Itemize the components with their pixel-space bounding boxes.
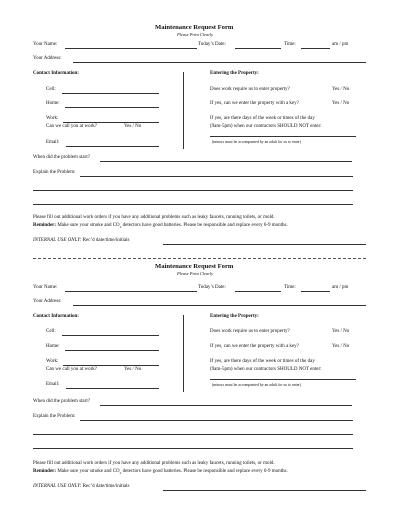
enter-with-key-question: If yes, can we enter the property with a key? <box>210 101 299 106</box>
reminder-text-b: detectors have good batteries. Please be responsible and replace every 6-9 months. <box>122 223 288 228</box>
your-name-field[interactable] <box>65 291 197 292</box>
reminder-label: Reminder: <box>33 469 57 474</box>
cell-field[interactable] <box>62 335 159 336</box>
call-at-work-yes-no[interactable]: Yes / No <box>124 367 142 372</box>
enter-with-key-yes-no[interactable]: Yes / No <box>332 101 350 106</box>
internal-use-label: INTERNAL USE ONLY <box>33 484 81 489</box>
entering-property-heading: Entering the Property: <box>210 314 259 319</box>
cell-field[interactable] <box>62 93 159 94</box>
enter-with-key-question: If yes, can we enter the property with a key? <box>210 344 299 349</box>
form-title: Maintenance Request Form <box>155 263 234 270</box>
reminder-label: Reminder: <box>33 223 57 228</box>
require-entry-question: Does work require us to enter property? <box>210 329 290 334</box>
your-address-label: Your Address: <box>33 299 62 304</box>
problem-start-label: When did the problem start? <box>33 155 90 160</box>
home-field[interactable] <box>65 350 159 351</box>
battery-reminder <box>33 223 288 229</box>
form-subtitle: Please Print Clearly <box>177 271 214 276</box>
additional-orders-note: Please fill out additional work orders if you have any additional problems such as leaky faucets, running toilets, or mold. <box>33 215 275 220</box>
your-name-field[interactable] <box>65 48 197 49</box>
battery-reminder <box>33 469 288 475</box>
reminder-subscript: 2 <box>119 471 122 475</box>
form-title: Maintenance Request Form <box>155 24 234 31</box>
your-address-label: Your Address: <box>33 56 62 61</box>
email-field[interactable] <box>66 146 159 147</box>
explain-problem-field-1[interactable] <box>80 176 353 177</box>
home-label: Home: <box>46 101 60 106</box>
work-field[interactable] <box>63 365 159 366</box>
minors-note: (minors must be accompanied by an adult for us to enter) <box>212 140 302 144</box>
am-pm-label: am / pm <box>332 42 349 47</box>
your-name-label: Your Name: <box>33 42 58 47</box>
column-divider <box>183 315 184 392</box>
cut-line <box>33 258 366 259</box>
todays-date-label: Today’s Date: <box>198 285 226 290</box>
entering-property-heading: Entering the Property: <box>210 71 259 76</box>
email-label: Email: <box>46 140 60 145</box>
reminder-text-a: Make sure your smoke and CO <box>57 469 120 474</box>
explain-problem-label: Explain the Problem: <box>33 414 76 419</box>
column-divider <box>183 72 184 149</box>
problem-start-label: When did the problem start? <box>33 399 90 404</box>
form-subtitle: Please Print Clearly <box>177 32 214 37</box>
require-entry-yes-no[interactable]: Yes / No <box>332 87 350 92</box>
internal-use-row <box>33 484 129 489</box>
cell-label: Cell: <box>46 87 56 92</box>
your-address-field[interactable] <box>73 62 366 63</box>
cell-label: Cell: <box>46 329 56 334</box>
restricted-times-line-2: (9am-5pm) when our contractors SHOULD NOT enter: <box>210 367 322 372</box>
internal-use-label: INTERNAL USE ONLY <box>33 238 81 243</box>
internal-use-field[interactable] <box>163 490 366 491</box>
contact-information-heading: Contact Information: <box>33 314 79 319</box>
restricted-times-field[interactable] <box>210 379 356 380</box>
your-address-field[interactable] <box>73 305 366 306</box>
time-field[interactable] <box>301 291 330 292</box>
internal-use-field[interactable] <box>163 244 366 245</box>
todays-date-field[interactable] <box>235 48 281 49</box>
reminder-text-a: Make sure your smoke and CO <box>57 223 120 228</box>
explain-problem-label: Explain the Problem: <box>33 170 76 175</box>
problem-start-field[interactable] <box>100 161 352 162</box>
email-label: Email: <box>46 382 60 387</box>
time-label: Time: <box>284 42 296 47</box>
email-field[interactable] <box>66 388 159 389</box>
require-entry-question: Does work require us to enter property? <box>210 87 290 92</box>
restricted-times-line-2: (9am-5pm) when our contractors SHOULD NOT enter: <box>210 124 322 129</box>
call-at-work-yes-no[interactable]: Yes / No <box>124 124 142 129</box>
contact-information-heading: Contact Information: <box>33 71 79 76</box>
restricted-times-line-1: If yes, are there days of the week or times of the day <box>210 116 315 121</box>
your-name-label: Your Name: <box>33 285 58 290</box>
internal-use-text: : Rec’d date/time/initials <box>80 238 130 243</box>
explain-problem-field-2[interactable] <box>33 190 353 191</box>
restricted-times-line-1: If yes, are there days of the week or times of the day <box>210 359 315 364</box>
internal-use-row <box>33 238 129 243</box>
minors-note: (minors must be accompanied by an adult for us to enter) <box>212 383 302 387</box>
additional-orders-note: Please fill out additional work orders if you have any additional problems such as leaky faucets, running toilets, or mold. <box>33 461 275 466</box>
explain-problem-field-3[interactable] <box>33 448 353 449</box>
todays-date-field[interactable] <box>235 291 281 292</box>
problem-start-field[interactable] <box>100 405 352 406</box>
todays-date-label: Today’s Date: <box>198 42 226 47</box>
explain-problem-field-1[interactable] <box>80 420 353 421</box>
home-label: Home: <box>46 344 60 349</box>
home-field[interactable] <box>65 107 159 108</box>
reminder-subscript: 2 <box>119 225 122 229</box>
explain-problem-field-3[interactable] <box>33 204 353 205</box>
time-field[interactable] <box>301 48 330 49</box>
reminder-text-b: detectors have good batteries. Please be responsible and replace every 6-9 months. <box>122 469 288 474</box>
call-at-work-question: Can we call you at work? <box>46 124 97 129</box>
internal-use-text: : Rec’d date/time/initials <box>80 484 130 489</box>
work-label: Work: <box>46 359 59 364</box>
restricted-times-field[interactable] <box>210 136 356 137</box>
work-field[interactable] <box>63 122 159 123</box>
time-label: Time: <box>284 285 296 290</box>
explain-problem-field-2[interactable] <box>33 434 353 435</box>
am-pm-label: am / pm <box>332 285 349 290</box>
work-label: Work: <box>46 116 59 121</box>
call-at-work-question: Can we call you at work? <box>46 367 97 372</box>
require-entry-yes-no[interactable]: Yes / No <box>332 329 350 334</box>
enter-with-key-yes-no[interactable]: Yes / No <box>332 344 350 349</box>
